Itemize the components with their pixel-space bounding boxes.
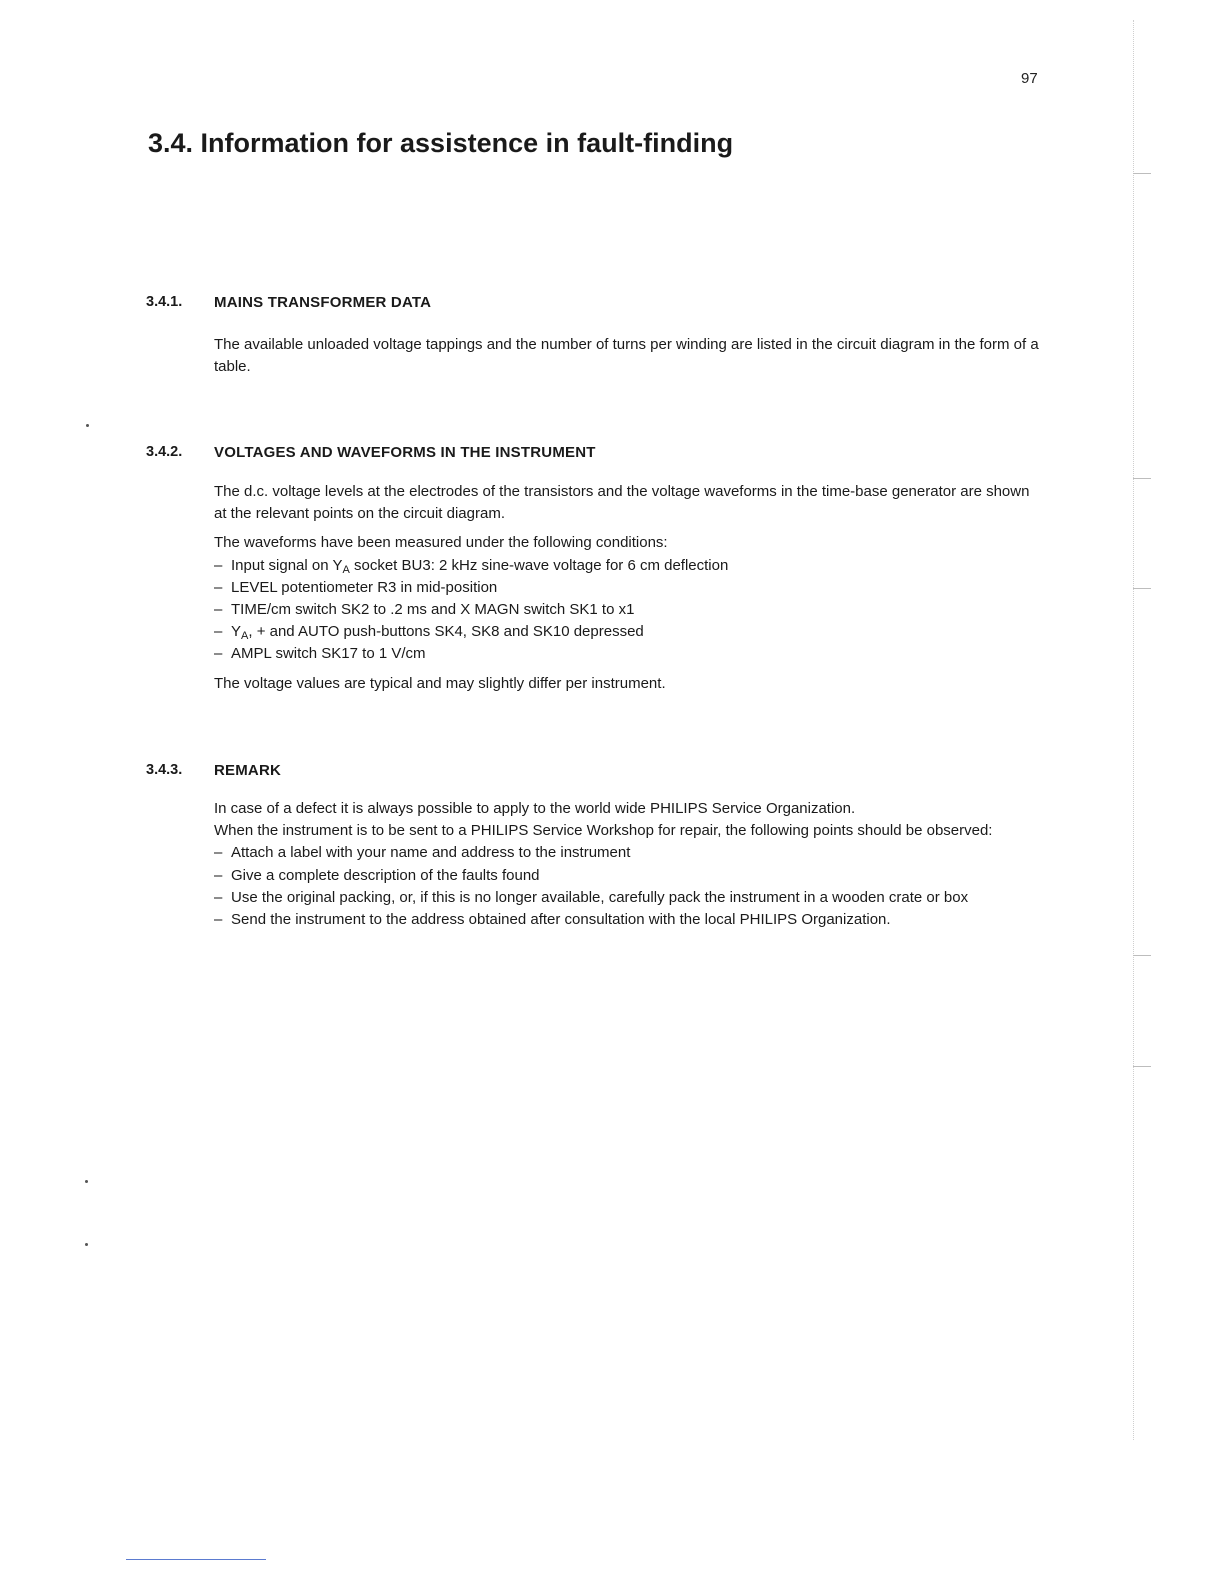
paragraph: The voltage values are typical and may slightly differ per instrument. (214, 674, 666, 692)
section-heading (146, 762, 1046, 784)
dash-marker: – (214, 888, 223, 906)
list-item-text: Use the original packing, or, if this is no longer available, carefully pack the instrument in a wooden crate or box (231, 888, 969, 906)
list-item (214, 909, 1044, 931)
condition-text: Y (231, 623, 242, 641)
section-heading (146, 444, 1046, 466)
scan-edge-tick (1133, 478, 1151, 479)
section-title: MAINS TRANSFORMER DATA (214, 294, 432, 311)
section-voltages-and-waveforms (146, 444, 1046, 695)
list-item-text: Give a complete description of the faults found (231, 866, 540, 884)
scan-edge-tick (1133, 1066, 1151, 1067)
section-mains-transformer-data (146, 294, 1046, 378)
page-number: 97 (1021, 70, 1038, 87)
dash-marker: – (214, 623, 223, 641)
scan-edge-tick (1133, 955, 1151, 956)
footer-line (126, 1559, 266, 1560)
section-body (214, 334, 1044, 378)
page-title: 3.4. Information for assistence in fault-finding (148, 128, 734, 158)
dash-marker: – (214, 601, 223, 619)
dash-marker: – (214, 911, 223, 929)
section-title: REMARK (214, 762, 282, 779)
section-number: 3.4.1. (146, 294, 183, 310)
condition-item (214, 555, 1044, 577)
list-item (214, 887, 1044, 909)
paragraph: The d.c. voltage levels at the electrodes of the transistors and the voltage waveforms in the time-base generator are shown at the relevant points on the circuit diagram. (214, 483, 1030, 523)
subscript: A (241, 630, 249, 643)
section-number: 3.4.3. (146, 762, 183, 778)
condition-text: TIME/cm switch SK2 to .2 ms and X MAGN switch SK1 to x1 (231, 601, 635, 619)
dash-marker: – (214, 844, 223, 862)
condition-item (214, 599, 1044, 621)
conditions-block (214, 532, 1044, 665)
scan-speck (86, 424, 89, 427)
dash-marker: – (214, 645, 223, 663)
conditions-intro: The waveforms have been measured under the following conditions: (214, 534, 668, 552)
scan-edge-line (1133, 20, 1134, 1440)
subscript: A (342, 563, 350, 576)
paragraph: When the instrument is to be sent to a PHILIPS Service Workshop for repair, the following points should be observed: (214, 822, 993, 840)
condition-text: socket BU3: 2 kHz sine-wave voltage for 6 cm deflection (349, 556, 729, 574)
condition-item (214, 577, 1044, 599)
scan-edge-tick (1133, 173, 1151, 174)
list-item-text: Attach a label with your name and address to the instrument (231, 844, 631, 862)
condition-item (214, 643, 1044, 665)
section-title: VOLTAGES AND WAVEFORMS IN THE INSTRUMENT (214, 444, 596, 461)
paragraph: In case of a defect it is always possible to apply to the world wide PHILIPS Service Organization. (214, 800, 856, 817)
paragraph: The available unloaded voltage tappings and the number of turns per winding are listed in the circuit diagram in the form of a table. (214, 336, 1039, 376)
condition-item (214, 621, 1044, 643)
scan-edge-tick (1133, 588, 1151, 589)
list-item (214, 865, 1044, 887)
scan-speck (85, 1180, 88, 1183)
condition-text: LEVEL potentiometer R3 in mid-position (231, 578, 498, 596)
condition-text: Input signal on Y (231, 556, 343, 574)
section-remark (146, 762, 1046, 931)
condition-text: AMPL switch SK17 to 1 V/cm (231, 645, 426, 663)
dash-marker: – (214, 556, 223, 574)
dash-marker: – (214, 578, 223, 596)
section-heading (146, 294, 1046, 316)
scan-speck (85, 1243, 88, 1246)
section-number: 3.4.2. (146, 444, 183, 460)
list-item-text: Send the instrument to the address obtained after consultation with the local PHILIPS Organization. (231, 911, 891, 929)
list-item (214, 842, 1044, 864)
dash-marker: – (214, 866, 223, 884)
section-body (214, 481, 1044, 695)
condition-text: , + and AUTO push-buttons SK4, SK8 and SK10 depressed (248, 623, 644, 641)
section-body (214, 798, 1044, 931)
